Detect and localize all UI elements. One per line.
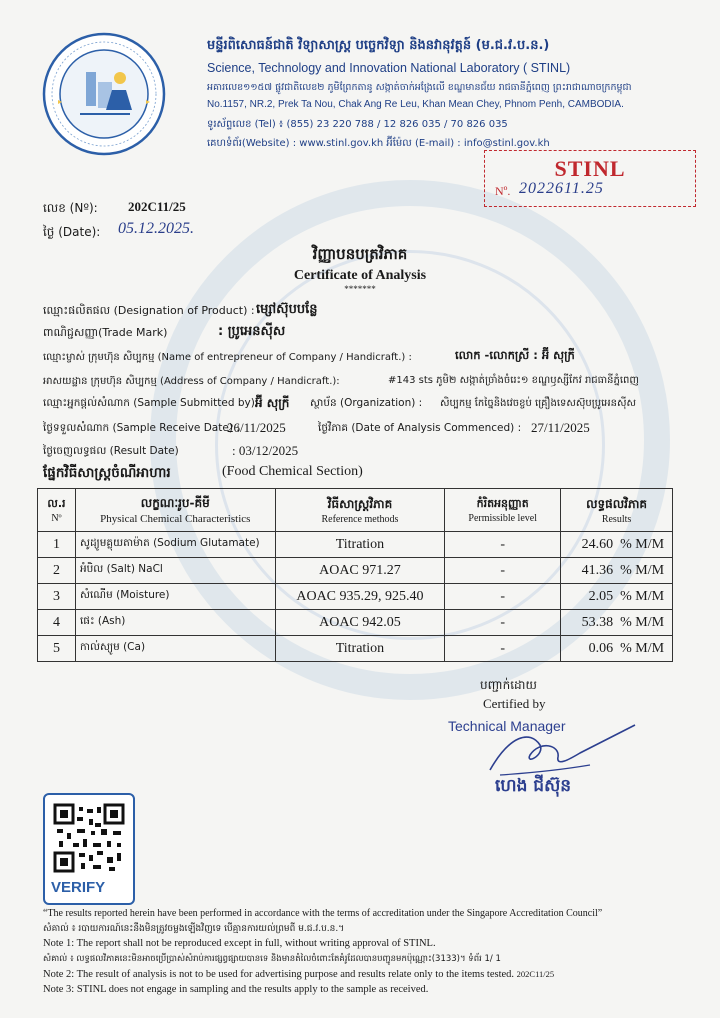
- cell-level: -: [445, 610, 561, 636]
- analysis-date-value: 27/11/2025: [531, 420, 590, 435]
- cell-level: -: [445, 558, 561, 584]
- title-stars: *******: [344, 284, 376, 294]
- note-kh-b: សំគាល់ ៖ លទ្ធផលវិភាគនេះមិនអាចប្រើប្រាស់សំរាប់ការផ្សព្វផ្សាយបានទេ និងមានតំលៃចំពោះតែគំរូដែលបានបញ្ជូនមកប៉ុណ្ណោះ(3133)។ ទំព័រ 1/ 1: [43, 954, 501, 964]
- note-2: Note 2: The result of analysis is not to be used for advertising purpose and results relate only to the items tested. 202C11/25: [43, 969, 555, 980]
- header-permissible: កំរិតអនុញ្ញាត Permissible level: [445, 489, 561, 532]
- result-date-value: : 03/12/2025: [232, 443, 299, 458]
- stamp-no-value: 2022611.25: [519, 180, 604, 197]
- table-row: [38, 558, 673, 584]
- cell-level: -: [445, 532, 561, 558]
- trademark-value: : ប្រូអេនស៊ីស: [218, 324, 286, 339]
- cell-level: -: [445, 636, 561, 662]
- cell-method: Titration: [275, 532, 445, 558]
- cell-method: Titration: [275, 636, 445, 662]
- cell-result: 41.36 % M/M: [561, 558, 673, 584]
- cell-result: 24.60 % M/M: [561, 532, 673, 558]
- doc-no-value: 202C11/25: [128, 199, 186, 214]
- doc-date-label: ថ្ងៃ (Date):: [43, 225, 101, 239]
- section-en: (Food Chemical Section): [222, 464, 363, 479]
- table-row: [38, 584, 673, 610]
- submitter-label: ឈ្មោះអ្នកផ្ដល់សំណាក (Sample Submitted by) :: [43, 397, 262, 409]
- cell-characteristic: សូដ្យូមគ្លុយតាម៉ាត (Sodium Glutamate): [75, 532, 275, 558]
- doc-date-value: 05.12.2025.: [118, 220, 194, 237]
- stinl-stamp: [484, 150, 696, 207]
- title-en: Certificate of Analysis: [293, 268, 427, 283]
- table-row: [38, 636, 673, 662]
- website-email: គេហទំព័រ(Website) : www.stinl.gov.kh អ៊ីម៉ែល (E-mail) : info@stinl.gov.kh: [207, 138, 550, 149]
- cell-result: 0.06 % M/M: [561, 636, 673, 662]
- cell-result: 2.05 % M/M: [561, 584, 673, 610]
- product-value: ម្សៅស៊ុបបន្លែ: [256, 302, 318, 317]
- submitter-value: អ៊ី សុក្រី: [255, 396, 290, 410]
- cell-result: 53.38 % M/M: [561, 610, 673, 636]
- manager-name: ហេង ជីស៊ុន: [495, 776, 572, 796]
- address-value: #143 sts ភូមិ២ សង្កាត់ច្រាំងចំរេះ១ ខណ្ឌឫស្សីកែវ រាជធានីភ្នំពេញ: [388, 375, 639, 386]
- product-label: ឈ្មោះផលិតផល (Designation of Product) :: [43, 304, 255, 317]
- owner-value: លោក -លោកស្រី : អ៊ី សុក្រី: [455, 348, 575, 362]
- organization-label: ស្ថាប័ន (Organization) :: [310, 397, 423, 409]
- note-3: Note 3: STINL does not engage in sampling and the results apply to the sample as received.: [43, 984, 429, 995]
- lab-name-en: Science, Technology and Innovation National Laboratory ( STINL): [207, 61, 571, 75]
- certified-en: Certified by: [483, 696, 546, 711]
- verify-label: VERIFY: [51, 879, 106, 896]
- cell-method: AOAC 942.05: [275, 610, 445, 636]
- cell-characteristic: កាល់ស្យូម (Ca): [75, 636, 275, 662]
- cell-no: 4: [38, 610, 76, 636]
- accreditation-note: “The results reported herein have been performed in accordance with the terms of accreditation under the Singapore Accreditation Council”: [43, 908, 603, 919]
- note-kh-a: សំគាល់ ៖ របាយការណ៍នេះនឹងមិនត្រូវចម្លងឡើងវិញទេ បើគ្មានការយល់ព្រមពី ម.ជ.វ.ប.ន.។: [43, 924, 345, 934]
- qr-code-icon: [47, 799, 131, 877]
- header-methods: វិធីសាស្ត្រវិភាគ Reference methods: [275, 489, 445, 532]
- cell-no: 5: [38, 636, 76, 662]
- cell-characteristic: អំបិល (Salt) NaCl: [75, 558, 275, 584]
- header-no: ល.រ Nº: [38, 489, 76, 532]
- cell-no: 1: [38, 532, 76, 558]
- cell-method: AOAC 935.29, 925.40: [275, 584, 445, 610]
- cell-characteristic: សំណើម (Moisture): [75, 584, 275, 610]
- organization-value: សិប្បកម្ម កែច្នៃនិងវេចខ្ចប់ គ្រឿងទេសស៊ុបប្រូអេនស៊ីស: [440, 398, 637, 409]
- stamp-title: STINL: [554, 156, 626, 181]
- title-kh: វិញ្ញាបនបត្រវិភាគ: [312, 245, 408, 263]
- analysis-date-label: ថ្ងៃវិភាគ (Date of Analysis Commenced) :: [318, 422, 522, 434]
- telephone: ទូរស័ព្ទលេខ (Tel) ៖ (855) 23 220 788 / 12 826 035 / 70 826 035: [207, 119, 508, 130]
- cell-characteristic: ផេះ (Ash): [75, 610, 275, 636]
- cell-level: -: [445, 584, 561, 610]
- result-date-label: ថ្ងៃចេញលទ្ធផល (Result Date): [43, 445, 179, 457]
- cell-no: 3: [38, 584, 76, 610]
- results-table: [37, 488, 673, 662]
- table-row: [38, 532, 673, 558]
- address-en: No.1157, NR.2, Prek Ta Nou, Chak Ang Re Leu, Khan Mean Chey, Phnom Penh, CAMBODIA.: [207, 99, 624, 110]
- stamp-no-label: Nº.: [495, 184, 511, 198]
- address-label: អាសយដ្ឋាន ក្រុមហ៊ុន សិប្បកម្ម (Address of Company / Handicraft.):: [43, 376, 340, 387]
- address-kh: អគារលេខ១១៥៧ ផ្លូវជាតិលេខ២ ភូមិព្រែកតានូ សង្កាត់ចាក់អង្រែលើ ខណ្ឌមានជ័យ រាជធានីភ្នំពេញ ព្រះរាជាណាចក្រកម្ពុជា: [207, 82, 632, 93]
- cell-no: 2: [38, 558, 76, 584]
- receive-date-value: 26/11/2025: [227, 420, 286, 435]
- verify-qr-badge[interactable]: [43, 793, 135, 905]
- receive-date-label: ថ្ងៃទទួលសំណាក (Sample Receive Date) :: [43, 422, 240, 434]
- note-1: Note 1: The report shall not be reproduced except in full, without writing approval of STINL.: [43, 938, 436, 949]
- doc-no-label: លេខ (Nº):: [43, 201, 98, 215]
- lab-name-kh: មន្ទីរពិសោធន៍ជាតិ វិទ្យាសាស្ត្រ បច្ចេកវិទ្យា និងនវានុវត្តន៍ (ម.ជ.វ.ប.ន.): [207, 38, 550, 53]
- certified-kh: បញ្ជាក់ដោយ: [480, 678, 537, 692]
- header-results: លទ្ធផលវិភាគ Results: [561, 489, 673, 532]
- table-header-row: [38, 489, 673, 532]
- owner-label: ឈ្មោះម្ចាស់ ក្រុមហ៊ុន សិប្បកម្ម (Name of entrepreneur of Company / Handicraft.) :: [43, 352, 412, 363]
- trademark-label: ពាណិជ្ជសញ្ញា(Trade Mark): [43, 326, 168, 339]
- header-characteristics: លក្ខណៈរូប-គីមី Physical Chemical Characteristics: [75, 489, 275, 532]
- table-row: [38, 610, 673, 636]
- cell-method: AOAC 971.27: [275, 558, 445, 584]
- section-kh: ផ្នែកវិធីសាស្ត្រចំណីអាហារ: [43, 465, 171, 481]
- stinl-logo: [40, 30, 168, 158]
- technical-manager-role: Technical Manager: [448, 718, 566, 734]
